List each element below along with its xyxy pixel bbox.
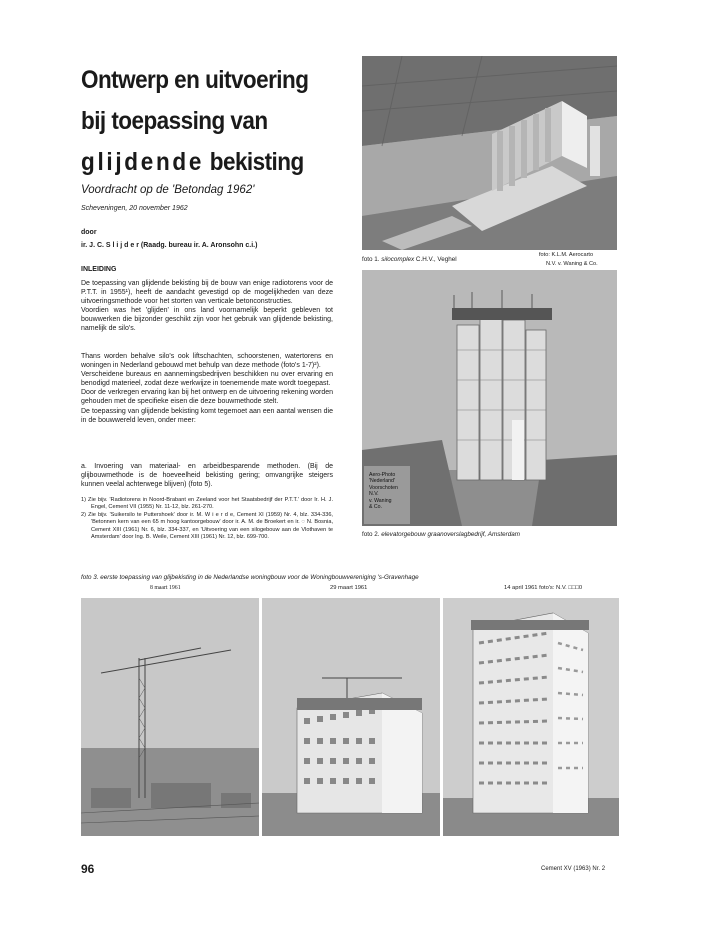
photo-3-date-3: 14 april 1961 foto's: N.V. □□□0 (504, 585, 583, 591)
footnote-1: 1) Zie bijv. 'Radiotorens in Noord-Brabant en Zeeland voor het Staatsbedrijf der P.T.T.' door Ir. H. J. Engel, Cement VII (1955) Nr. 11-12, blz. 261-270. (81, 497, 333, 511)
body-block-3 (81, 462, 333, 489)
photo-2-caption: foto 2. elevatorgebouw graanoverslagbedrijf, Amsterdam (362, 531, 520, 538)
stamp-line-5: v. Waning (369, 497, 392, 504)
photo-1-credit-1: foto: K.L.M. Aerocarto (539, 252, 594, 258)
title-line-1: Ontwerp en uitvoering (81, 66, 309, 94)
stamp-line-2: 'Nederland' (369, 478, 395, 485)
photo-1-caption: foto 1. silocomplex C.H.V., Veghel (362, 256, 457, 263)
stamp-line-1: Aero-Photo (369, 472, 396, 478)
title-line-3: glijdende bekisting (81, 148, 304, 176)
photo-3c-14-april (443, 598, 619, 836)
section-heading: INLEIDING (81, 266, 117, 273)
author: ir. J. C. S l i j d e r (Raadg. bureau ir. A. Aronsohn c.i.) (81, 242, 258, 249)
body-block-1 (81, 279, 333, 334)
photo-3a-8-maart (81, 598, 259, 836)
photo-3-caption: foto 3. eerste toepassing van glijbekisting in de Nederlandse woningbouw voor de Woningbouwvereniging 's-Gravenhage (81, 574, 419, 581)
photo-1-credit-2: N.V. v. Waning & Co. (546, 261, 598, 267)
article-title (81, 60, 324, 183)
stamp-line-4: N.V. (369, 491, 379, 498)
stamp-line-3: Voorschoten (369, 484, 398, 491)
door-label: door (81, 229, 97, 236)
paragraph-5: Door de verkregen ervaring kan bij het ontwerp en de uitvoering rekening worden gehouden met de specifieke eisen die deze bouwmethode stelt. (81, 389, 333, 406)
footnotes (81, 497, 333, 541)
photo-1-silocomplex (362, 56, 617, 250)
paragraph-3: Thans worden behalve silo's ook liftschachten, schoorstenen, watertorens en woningen in Nederland gebouwd met behulp van deze methode (foto's 1-7)²). (81, 353, 333, 370)
paragraph-6: De toepassing van glijdende bekisting komt tegemoet aan een aantal wensen die in de bouwwereld leven, onder meer: (81, 407, 333, 424)
photo-3-date-2: 29 maart 1961 (330, 585, 368, 591)
title-line-2: bij toepassing van (81, 107, 268, 135)
paragraph-2: Voordien was het 'glijden' in ons land voornamelijk beperkt gebleven tot bouwwerken die bijzonder geschikt zijn voor het gebruik van glijdende bekisting, namelijk de silo's. (81, 307, 333, 333)
photo-3-date-1: 8 maart 1961 (150, 585, 181, 591)
paragraph-1: De toepassing van glijdende bekisting bij de bouw van enige radiotorens voor de P.T.T. in 1955¹), heeft de aandacht gevestigd op de mogelijkheden van deze uitvoeringsmethode voor het storten van verticale betonconstructies. (81, 280, 333, 306)
paragraph-4: Verscheidene bureaus en aannemingsbedrijven beschikken nu over ervaring en benodigd materieel, zodat deze werkwijze in toenemende mate wordt toegepast. (81, 371, 333, 388)
body-block-2 (81, 352, 333, 425)
stamp-line-6: & Co. (369, 504, 382, 511)
photo-2-stamp (369, 472, 398, 510)
photo-2-elevatorgebouw (362, 270, 617, 526)
journal-reference: Cement XV (1963) Nr. 2 (541, 866, 606, 872)
place-date: Scheveningen, 20 november 1962 (81, 205, 188, 212)
footnote-2: 2) Zie bijv. 'Suikersilo te Puttershoek' door ir. M. W i e r d e, Cement XI (1959) Nr. 4, blz. 334-336, 'Betonnen kern van een 65 m hoog kantoorgebouw' door ir. A. M. de Broekert en ir. ◌ N. Bosnia, Cement XIII (1961) Nr. 6, blz. 334-337, en 'Uitvoering van een silogebouw aan de Vlothaven te Amsterdam' door Ing. B. Weile, Cement XIII (1961) Nr. 12, blz. 699-700. (81, 511, 333, 541)
photo-3b-29-maart (262, 598, 440, 836)
subtitle: Voordracht op de 'Betondag 1962' (81, 184, 255, 196)
paragraph-7: a. Invoering van materiaal- en arbeidbesparende methoden. (Bij de glijbouwmethode is de hoeveelheid bekisting gering; omvangrijke steigers kunnen veelal achterwege blijven) (foto 5). (81, 463, 333, 489)
page-number: 96 (81, 862, 95, 876)
